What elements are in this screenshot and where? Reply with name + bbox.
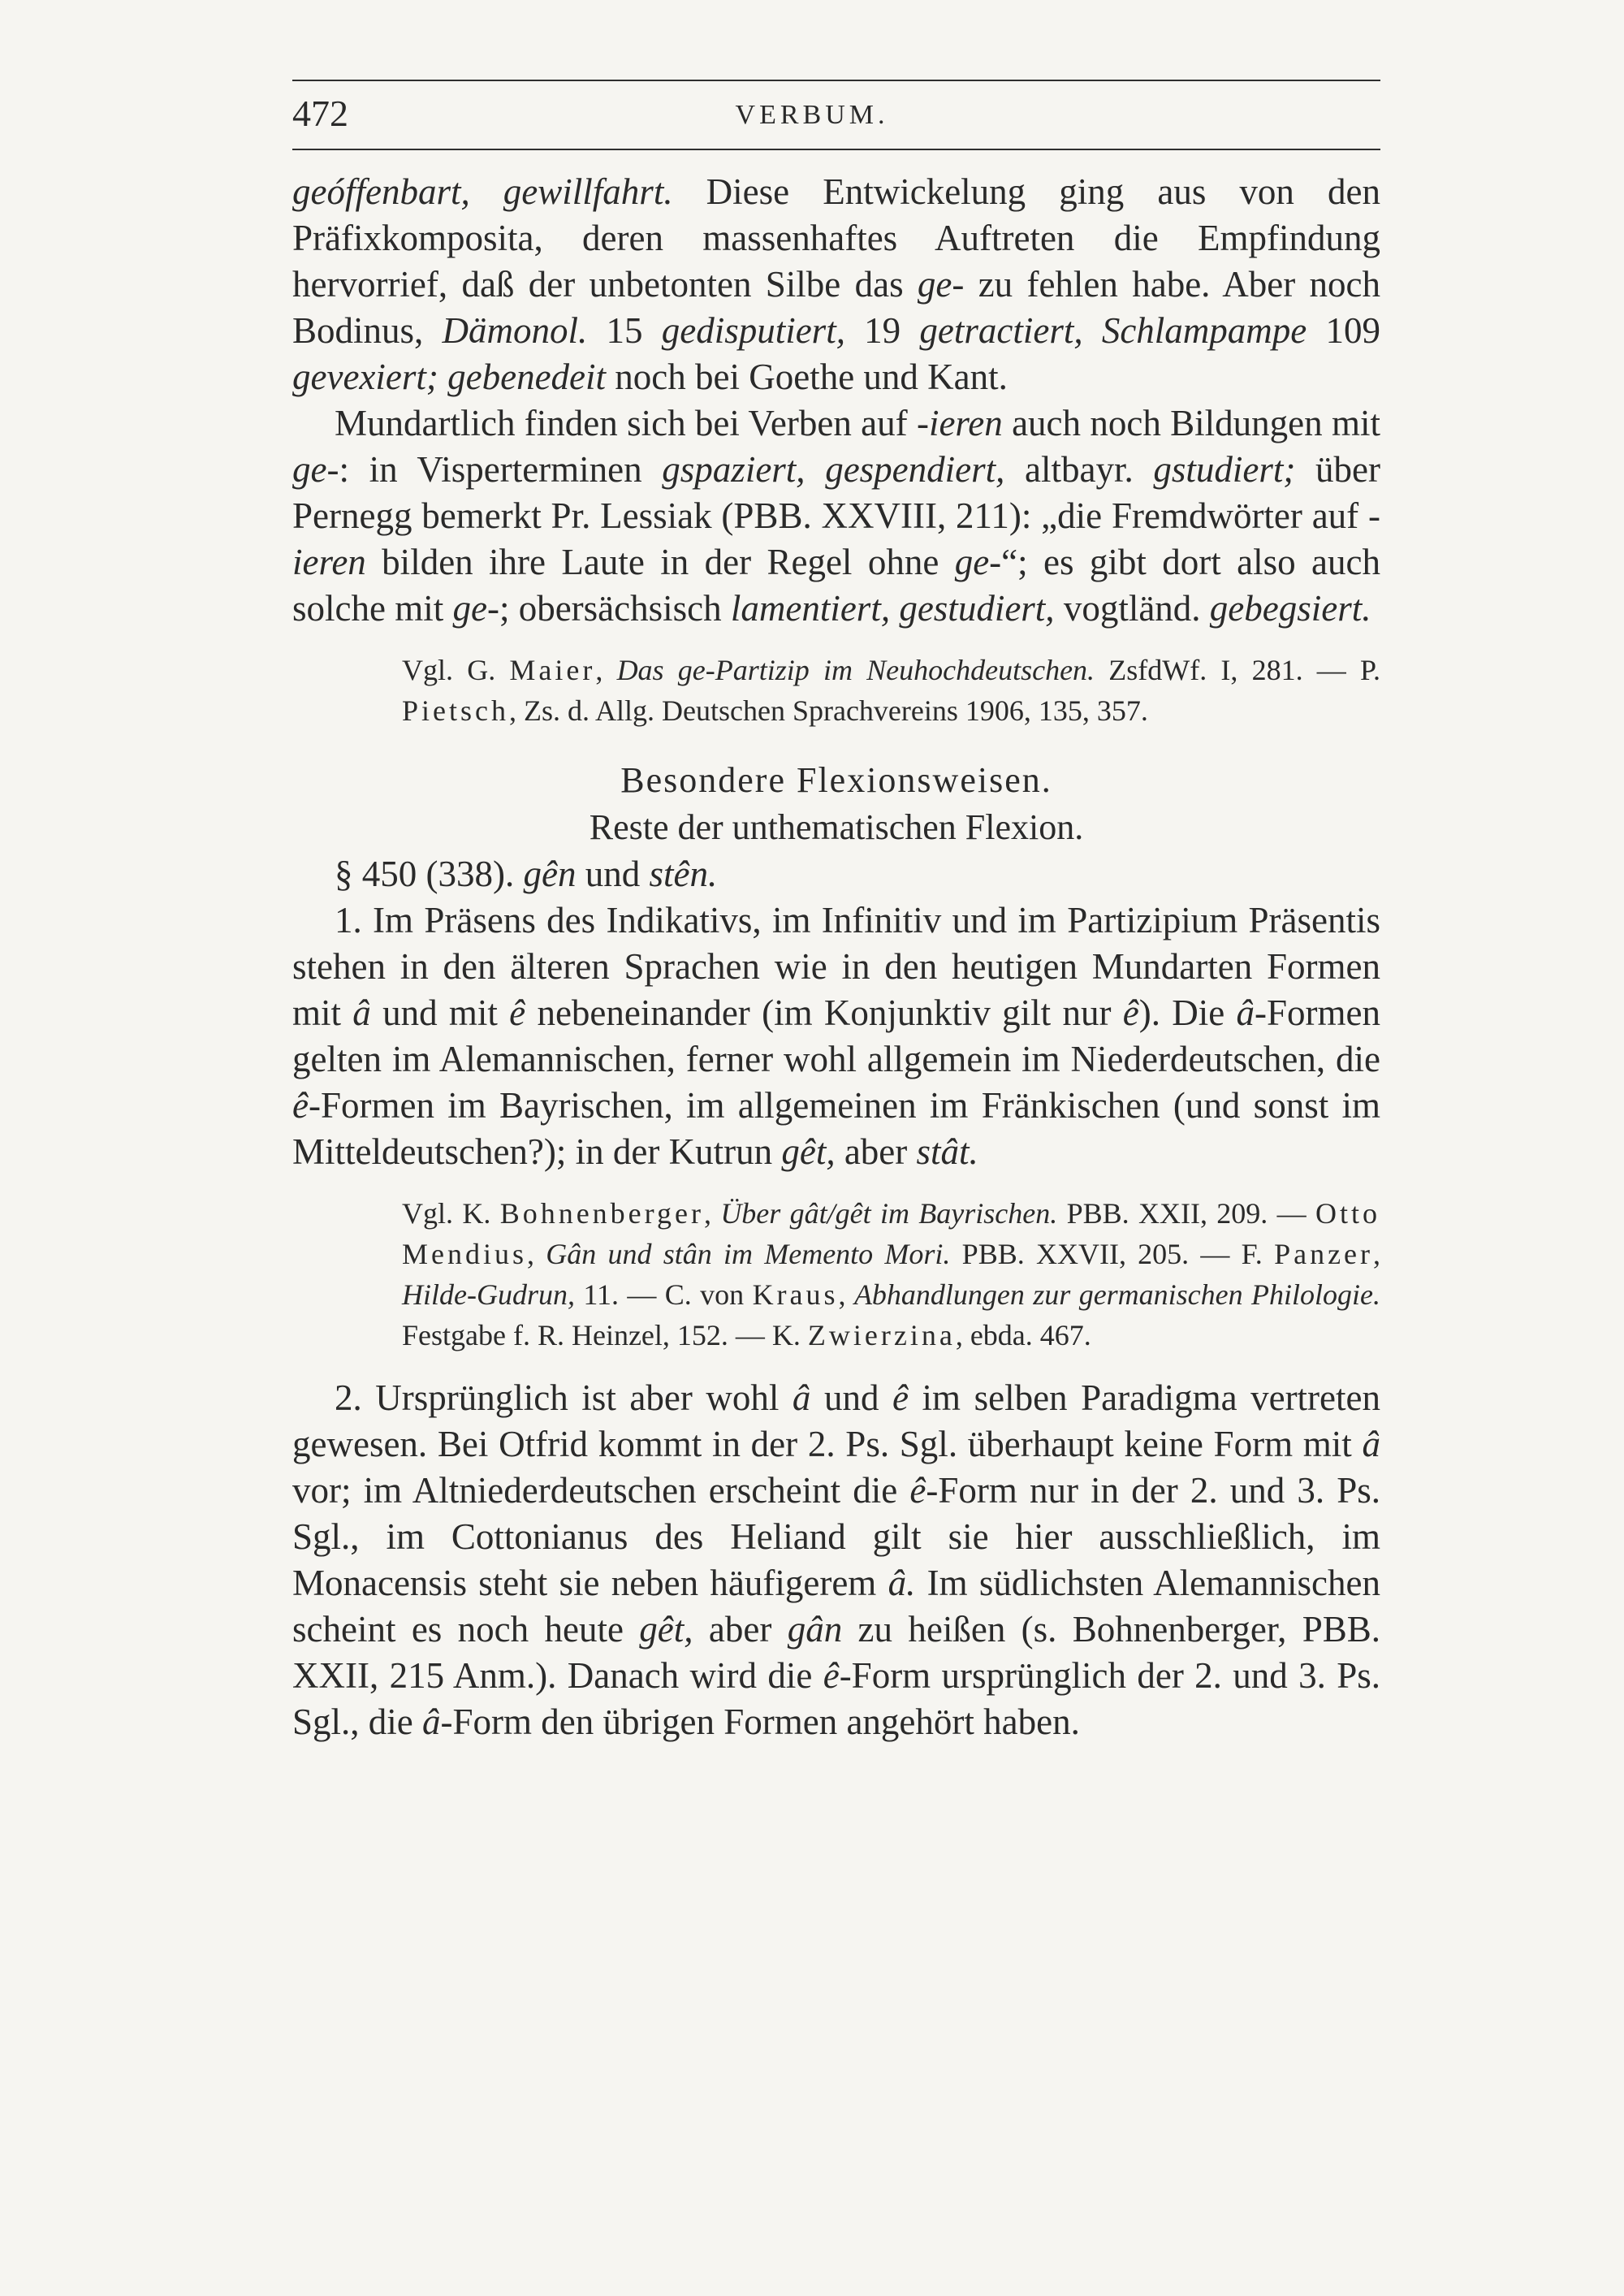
text-span: noch bei Goethe und Kant.	[606, 357, 1008, 397]
text-span: Das ge-Partizip im Neuhochdeutschen.	[616, 654, 1095, 686]
text-span: ). Die	[1138, 992, 1237, 1033]
text-span: ,	[703, 1197, 721, 1230]
author-name: Pietsch	[402, 694, 509, 727]
text-span: ê	[292, 1085, 309, 1126]
section-heading: Besondere Flexionsweisen.	[620, 760, 1052, 800]
text-span: , PBB. XXII, 215 Anm.). Danach wird die	[292, 1609, 1381, 1696]
page-number: 472	[292, 93, 348, 134]
text-span: aber	[693, 1609, 788, 1650]
text-span: ,	[595, 654, 617, 686]
author-name: Bohnenberger	[499, 1197, 704, 1230]
text-span: Mundartlich finden sich bei Verben auf	[335, 403, 917, 443]
text-span: Über gât/gêt im Bayrischen.	[720, 1197, 1058, 1230]
text-span: â	[1236, 992, 1255, 1033]
text-span: aber	[835, 1131, 917, 1172]
footnote-1	[402, 650, 1380, 731]
text-span: stên.	[649, 854, 718, 894]
text-span: ê	[909, 1470, 926, 1511]
text-span: gêt,	[781, 1131, 836, 1172]
text-span: ge-	[917, 264, 965, 305]
text-span: Diese Entwickelung ging aus von den Präfixkomposita, deren massenhaftes Auftreten die Empfindung hervorrief, daß der unbetonten Silbe das	[292, 171, 1380, 305]
text-span: -Form ursprünglich der 2. und 3. Ps. Sgl., die	[292, 1655, 1380, 1742]
text-span: ,	[527, 1238, 546, 1270]
text-span: über Pernegg bemerkt Pr. Lessiak (PBB. XXVIII, 211): „die Fremdwörter auf	[292, 449, 1380, 536]
text-span: â	[792, 1377, 811, 1418]
text-span: ZsfdWf. I, 281. — P.	[1095, 654, 1381, 686]
text-span: ê	[509, 992, 526, 1033]
text-span: -Formen gelten im Alemannischen, ferner wohl allgemein im Niederdeutschen, die	[292, 992, 1380, 1079]
subsection-heading: Reste der unthematischen Flexion.	[589, 807, 1084, 847]
text-span: ; obersächsisch	[499, 588, 731, 629]
text-span: â	[422, 1701, 441, 1742]
text-span: 109	[1307, 310, 1381, 351]
header-bottom-rule	[292, 149, 1380, 150]
text-span: Im südlichsten Alemannischen scheint es noch heute	[292, 1563, 1380, 1650]
text-span: , ebda. 467.	[955, 1319, 1091, 1351]
paragraph-1	[292, 169, 1380, 400]
text-span: gên	[523, 854, 577, 894]
text-span: bilden ihre Laute in der Regel ohne	[365, 542, 955, 582]
text-span: 2. Ursprünglich ist aber wohl	[335, 1377, 793, 1418]
author-name: Panzer	[1274, 1238, 1374, 1270]
author-name: Kraus	[752, 1278, 839, 1311]
text-span: auch noch Bildungen mit	[1002, 403, 1381, 443]
paragraph-3	[292, 897, 1380, 1175]
text-span: ê	[892, 1377, 909, 1418]
text-span: zu fehlen habe. Aber noch Bodinus,	[292, 264, 1380, 351]
author-name: Zwierzina	[807, 1319, 956, 1351]
text-span: Festgabe f. R. Heinzel, 152. — K.	[402, 1319, 808, 1351]
text-span: 15	[587, 310, 662, 351]
text-span: Vgl. K.	[402, 1197, 500, 1230]
text-span: gedisputiert,	[661, 310, 845, 351]
text-span: 1. Im Präsens des Indikativs, im Infinitiv und im Partizipium Präsentis stehen in den älteren Sprachen wie in den heutigen Mundarten Formen mit	[292, 900, 1380, 1033]
text-span: -Formen im Bayrischen, im allgemeinen im Fränkischen (und sonst im Mitteldeutschen?); in der Kutrun	[292, 1085, 1380, 1172]
text-span: und mit	[370, 992, 510, 1033]
text-span: â.	[888, 1563, 916, 1603]
text-span: im selben Paradigma vertreten gewesen. Bei Otfrid kommt in der 2. Ps. Sgl. überhaupt keine Form mit	[292, 1377, 1380, 1464]
page-body	[292, 169, 1380, 1745]
text-span: ge-	[954, 542, 1002, 582]
text-span: Gân und stân im Memento Mori.	[546, 1238, 951, 1270]
text-span: PBB. XXII, 209. —	[1057, 1197, 1315, 1230]
text-span: gebegsiert.	[1209, 588, 1371, 629]
text-span: § 450 (338).	[335, 854, 524, 894]
text-span: -ieren	[916, 403, 1003, 443]
text-span: PBB. XXVII, 205. — F.	[950, 1238, 1275, 1270]
text-span: altbayr.	[1004, 449, 1154, 490]
text-span: zu heißen (s.	[842, 1609, 1073, 1650]
text-span: ge-	[292, 449, 339, 490]
text-span: gêt,	[639, 1609, 693, 1650]
text-span: getractiert, Schlampampe	[919, 310, 1307, 351]
text-span: -ieren	[292, 495, 1380, 582]
footnote-2	[402, 1193, 1380, 1356]
text-span: Abhandlungen zur germanischen Philologie.	[853, 1278, 1380, 1311]
running-title: VERBUM.	[735, 100, 889, 130]
text-span: â	[352, 992, 371, 1033]
text-span: Dämonol.	[442, 310, 588, 351]
text-span: -Form nur in der 2. und 3. Ps. Sgl., im Cottonianus des Heliand gilt sie hier ausschließlich, im Monacensis steht sie neben häufigerem	[292, 1470, 1380, 1603]
text-span: ge-	[452, 588, 499, 629]
header-top-rule	[292, 80, 1380, 81]
text-span: â	[1362, 1424, 1380, 1464]
author-name: Otto Mendius	[402, 1197, 1381, 1270]
text-span: gspaziert, gespendiert,	[662, 449, 1005, 490]
text-span: 19	[844, 310, 920, 351]
author-name: Bohnenberger	[1072, 1609, 1278, 1650]
text-span: , Zs. d. Allg. Deutschen Sprachvereins 1906, 135, 357.	[509, 694, 1148, 727]
text-span: : in Visperterminen	[339, 449, 663, 490]
text-span: ,	[838, 1278, 854, 1311]
text-span: lamentiert, gestudiert,	[730, 588, 1055, 629]
text-span: gstudiert;	[1153, 449, 1296, 490]
text-span: -Form den übrigen Formen angehört haben.	[440, 1701, 1080, 1742]
text-span: Vgl. G.	[402, 654, 510, 686]
author-name: Maier	[509, 654, 596, 686]
text-span: ,	[1373, 1238, 1381, 1270]
text-span: ê	[1122, 992, 1139, 1033]
paragraph-2	[292, 400, 1380, 632]
text-span: “; es gibt dort also auch solche mit	[292, 542, 1380, 629]
text-span: gevexiert; gebenedeit	[292, 357, 607, 397]
text-span: nebeneinander (im Konjunktiv gilt nur	[525, 992, 1123, 1033]
text-span: vor; im Altniederdeutschen erscheint die	[292, 1470, 910, 1511]
text-span: Hilde-Gudrun,	[402, 1278, 575, 1311]
section-title	[292, 851, 1380, 897]
text-span: geóffenbart, gewillfahrt.	[292, 171, 673, 212]
text-span: vogtländ.	[1054, 588, 1210, 629]
paragraph-4	[292, 1375, 1380, 1745]
text-span: ê	[823, 1655, 840, 1696]
text-span: und	[810, 1377, 893, 1418]
text-span: gân	[787, 1609, 843, 1650]
text-span: und	[576, 854, 650, 894]
text-span: 11. — C. von	[574, 1278, 753, 1311]
text-span: stât.	[916, 1131, 978, 1172]
